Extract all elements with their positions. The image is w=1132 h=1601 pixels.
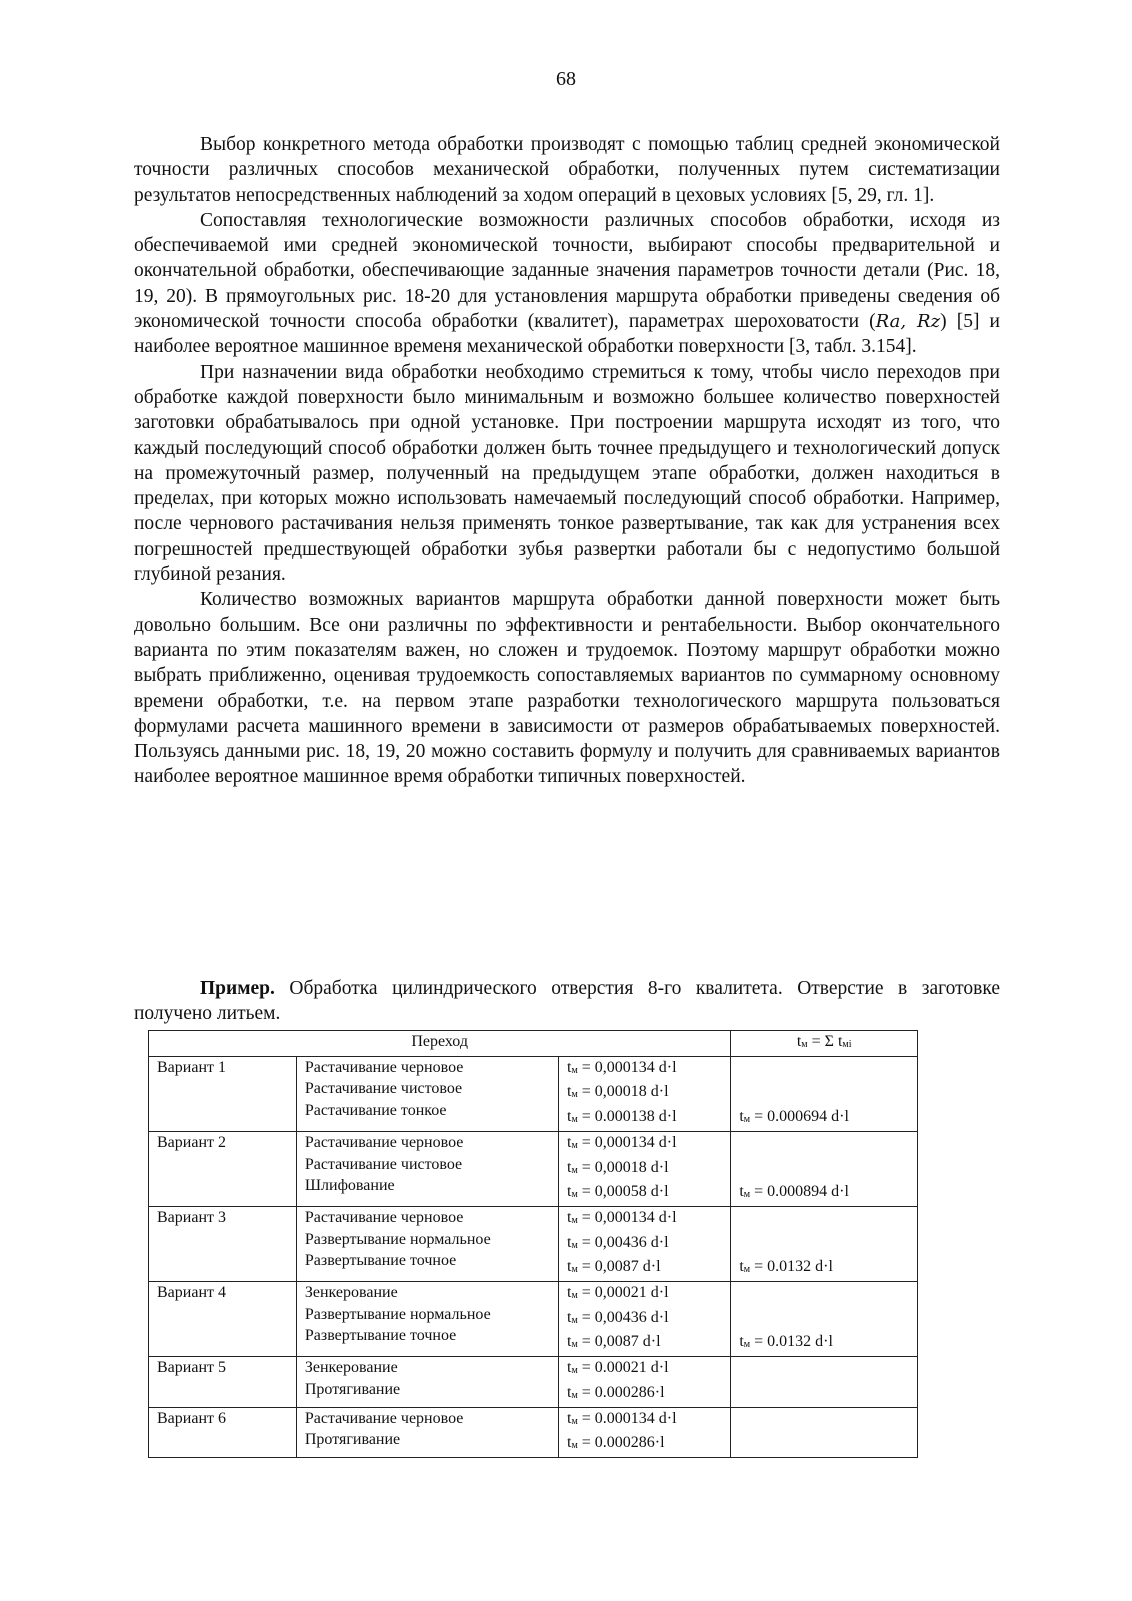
variant-cell: Вариант 6 bbox=[149, 1407, 297, 1457]
operation-time: $t_м = 0,000134$ d·l bbox=[566, 1133, 677, 1151]
times-cell bbox=[558, 1407, 730, 1457]
operation-name: Растачивание черновое bbox=[304, 1133, 464, 1151]
operation-time: $t_м = 0.00021$ d·l bbox=[566, 1359, 669, 1377]
total-time: $t_м = 0.0132$ d·l bbox=[739, 1258, 833, 1276]
operation-time: $t_м = 0,00436$ d·l bbox=[566, 1233, 669, 1251]
paragraph-2-start: Сопоставляя технологические возможности различных способов обработки, исходя из обеспечиваемой ими средней экономической точности, выбирают способы предварительной и окончательной обработки, обеспечивающие заданные значения параметров точности детали (Рис. 18, 19, 20). В прямоугольных рис. 18-20 для установления маршрута обработки приведены сведения об экономической точности способа обработки (квалитет), параметрах шероховатости ( bbox=[134, 209, 1000, 333]
operations-cell bbox=[296, 1056, 558, 1131]
variant-cell: Вариант 1 bbox=[149, 1056, 297, 1131]
operation-name: Зенкерование bbox=[304, 1359, 398, 1377]
variant-cell: Вариант 2 bbox=[149, 1131, 297, 1206]
operation-time: $t_м = 0.000286\cdot l$ bbox=[566, 1383, 665, 1401]
times-cell bbox=[558, 1357, 730, 1407]
total-time-cell bbox=[731, 1206, 918, 1281]
operation-time: $t_м = 0,00018$ d·l bbox=[566, 1083, 669, 1101]
operation-time: $t_м = 0,00436$ d·l bbox=[566, 1308, 669, 1326]
variant-cell: Вариант 5 bbox=[149, 1357, 297, 1407]
times-cell bbox=[558, 1282, 730, 1357]
operation-name: Развертывание нормальное bbox=[304, 1230, 491, 1248]
table-row bbox=[149, 1407, 918, 1457]
paragraph-4: Количество возможных вариантов маршрута обработки данной поверхности может быть довольно большим. Все они различны по эффективности и рентабельности. Выбор окончательного варианта по этим показателям важен, но сложен и трудоемок. Поэтому маршрут обработки можно выбрать приближенно, оценивая трудоемкость сопоставляемых вариантов по суммарному основному времени обработки, т.е. на первом этапе разработки технологического маршрута пользоваться формулами расчета машинного времени в зависимости от размеров обрабатываемых поверхностей. Пользуясь данными рис. 18, 19, 20 можно составить формулу и получить для сравниваемых вариантов наиболее вероятное машинное время обработки типичных поверхностей. bbox=[134, 589, 1000, 788]
operation-time: $t_м = 0,0087$ d·l bbox=[566, 1258, 661, 1276]
total-time: $t_м = 0.000894$ d·l bbox=[739, 1183, 849, 1201]
total-time-cell bbox=[731, 1056, 918, 1131]
operations-cell bbox=[296, 1131, 558, 1206]
operation-name: Шлифование bbox=[304, 1177, 395, 1195]
table-row bbox=[149, 1357, 918, 1407]
roughness-params: Ra, Rz bbox=[875, 311, 941, 333]
table-header-row bbox=[149, 1031, 918, 1057]
total-time: $t_м = 0.0132$ d·l bbox=[739, 1333, 833, 1351]
variant-cell: Вариант 4 bbox=[149, 1282, 297, 1357]
operation-time: $t_м = 0,00021$ d·l bbox=[566, 1284, 669, 1302]
operation-time: $t_м = 0,00018$ d·l bbox=[566, 1158, 669, 1176]
operation-name: Растачивание черновое bbox=[304, 1208, 464, 1226]
paragraph-3: При назначении вида обработки необходимо стремиться к тому, чтобы число переходов при обработке каждой поверхности было минимальным и возможно большее количество поверхностей заготовки обрабатывалось при одной установке. При построении маршрута исходят из того, что каждый последующий способ обработки должен быть точнее предыдущего и технологический допуск на промежуточный размер, полученный на предыдущем этапе обработки, должен находиться в пределах, при которых можно использовать намечаемый последующий способ обработки. Например, после чернового растачивания нельзя применять тонкое развертывание, так как для устранения всех погрешностей предшествующей обработки зубья развертки работали бы с недопустимо большой глубиной резания. bbox=[134, 361, 1000, 586]
table-row bbox=[149, 1282, 918, 1357]
header-transition: Переход bbox=[149, 1031, 731, 1057]
paragraph-1: Выбор конкретного метода обработки производят с помощью таблиц средней экономической точности различных способов механической обработки, полученных путем систематизации результатов непосредственных наблюдений за ходом операций в цеховых условиях [5, 29, гл. 1]. bbox=[134, 134, 1000, 206]
total-time: $t_м = 0.000694$ d·l bbox=[739, 1108, 849, 1126]
example-label: Пример. bbox=[200, 978, 275, 999]
operation-name: Растачивание тонкое bbox=[304, 1102, 447, 1120]
operation-name: Развертывание нормальное bbox=[304, 1305, 491, 1323]
operation-name: Зенкерование bbox=[304, 1284, 398, 1302]
page-number: 68 bbox=[556, 68, 576, 90]
operation-name: Растачивание чистовое bbox=[304, 1080, 463, 1098]
operation-time: $t_м = 0,0087$ d·l bbox=[566, 1333, 661, 1351]
example-text: Обработка цилиндрического отверстия 8-го квалитета. Отверстие в заготовке получено литьем. bbox=[134, 978, 1000, 1024]
table-row bbox=[149, 1056, 918, 1131]
total-time-cell bbox=[731, 1357, 918, 1407]
operations-cell bbox=[296, 1407, 558, 1457]
variant-cell: Вариант 3 bbox=[149, 1206, 297, 1281]
paragraph-2 bbox=[134, 208, 1000, 360]
table-row bbox=[149, 1131, 918, 1206]
times-cell bbox=[558, 1206, 730, 1281]
operation-time: $t_м = 0.000134$ d·l bbox=[566, 1409, 677, 1427]
operation-time: $t_м = 0,000134$ d·l bbox=[566, 1208, 677, 1226]
total-time-cell bbox=[731, 1131, 918, 1206]
times-cell bbox=[558, 1056, 730, 1131]
operation-name: Развертывание точное bbox=[304, 1327, 457, 1345]
operation-name: Растачивание черновое bbox=[304, 1058, 464, 1076]
operation-name: Протягивание bbox=[304, 1380, 401, 1398]
times-cell bbox=[558, 1131, 730, 1206]
machining-routes-table bbox=[148, 1030, 918, 1458]
total-time-cell bbox=[731, 1282, 918, 1357]
operations-cell bbox=[296, 1206, 558, 1281]
operation-name: Протягивание bbox=[304, 1431, 401, 1449]
operation-time: $t_м = 0,000134$ d·l bbox=[566, 1058, 677, 1076]
header-total-time: $t_м = \Sigma$ $t_{мi}$ bbox=[731, 1031, 918, 1057]
operation-time: $t_м = 0,00058$ d·l bbox=[566, 1183, 669, 1201]
operation-time: $t_м = 0.000138$ d·l bbox=[566, 1108, 677, 1126]
operations-cell bbox=[296, 1357, 558, 1407]
total-time-cell bbox=[731, 1407, 918, 1457]
operations-cell bbox=[296, 1282, 558, 1357]
body-text bbox=[134, 132, 1000, 790]
paragraph-2-end: ) [5] и наиболее вероятное машинное временя механической обработки поверхности [3, табл. 3.154]. bbox=[134, 311, 1000, 358]
operation-name: Растачивание чистовое bbox=[304, 1155, 463, 1173]
table-row bbox=[149, 1206, 918, 1281]
example-block bbox=[134, 976, 1000, 1026]
operation-name: Растачивание черновое bbox=[304, 1409, 464, 1427]
operation-time: $t_м = 0.000286\cdot l$ bbox=[566, 1434, 665, 1452]
operation-name: Развертывание точное bbox=[304, 1252, 457, 1270]
